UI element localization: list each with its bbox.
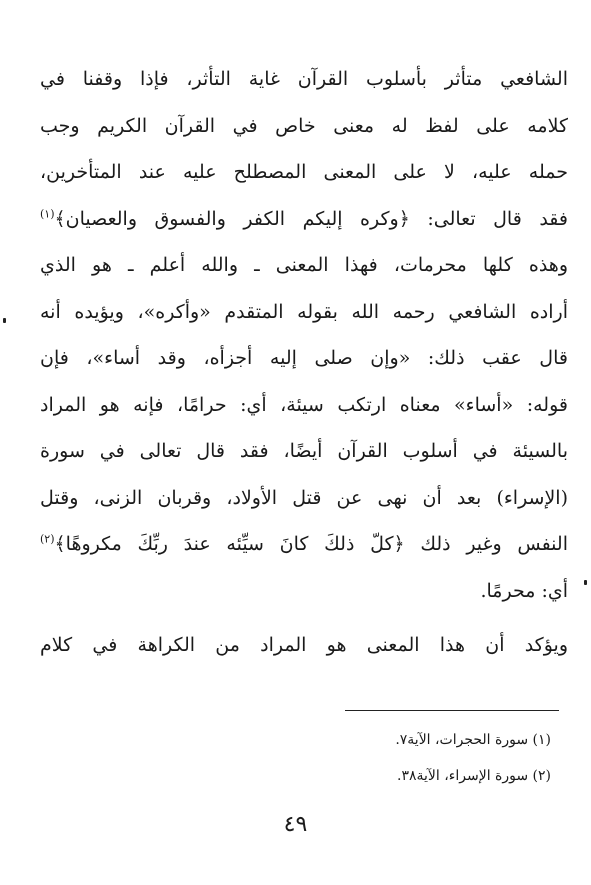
quran-quote: النفس وغير ذلك ﴿كلّ ذلكَ كانَ سيِّئه عندَ ربِّكَ مكروهًا﴾: [54, 533, 568, 555]
text-line: [40, 196, 568, 243]
text-line: ويؤكد أن هذا المعنى هو المراد من الكراهة في كلام: [40, 634, 568, 656]
quran-quote: فقد قال تعالى: ﴿وكره إليكم الكفر والفسوق والعصيان﴾: [54, 207, 568, 230]
margin-mark: [584, 580, 587, 585]
text-line: حمله عليه، لا على المعنى المصطلح عليه عند المتأخرين،: [40, 161, 568, 183]
body-text: [40, 56, 568, 669]
footnote-ref-2: (٢): [40, 532, 55, 546]
page-number: ٤٩: [283, 812, 308, 837]
footnote-ref-1: (١): [40, 207, 55, 221]
footnote-1: (١) سورة الحجرات، الآية٧.: [395, 732, 551, 748]
text-line: (الإسراء) بعد أن نهى عن قتل الأولاد، وقربان الزنى، وقتل: [40, 486, 568, 509]
text-line: قوله: «أساء» معناه ارتكب سيئة، أي: حرامًا، فإنه هو المراد: [40, 393, 568, 416]
footnote-separator: [345, 710, 559, 711]
margin-mark: [3, 318, 6, 323]
text-line: أراده الشافعي رحمه الله بقوله المتقدم «وأكره»، ويؤيده أنه: [40, 300, 568, 323]
text-line: قال عقب ذلك: «وإن صلى إليه أجزأه، وقد أساء»، فإن: [40, 347, 568, 369]
text-line: وهذه كلها محرمات، فهذا المعنى ـ والله أعلم ـ هو الذي: [40, 254, 568, 276]
text-line: بالسيئة في أسلوب القرآن أيضًا، فقد قال تعالى في سورة: [40, 440, 568, 462]
text-line: كلامه على لفظ له معنى خاص في القرآن الكريم وجب: [40, 114, 568, 137]
text-line: أي: محرمًا.: [480, 579, 568, 602]
text-line: [40, 521, 568, 568]
footnote-2: (٢) سورة الإسراء، الآية٣٨.: [397, 768, 551, 784]
text-line: الشافعي متأثر بأسلوب القرآن غاية التأثر، فإذا وقفنا في: [40, 68, 568, 90]
